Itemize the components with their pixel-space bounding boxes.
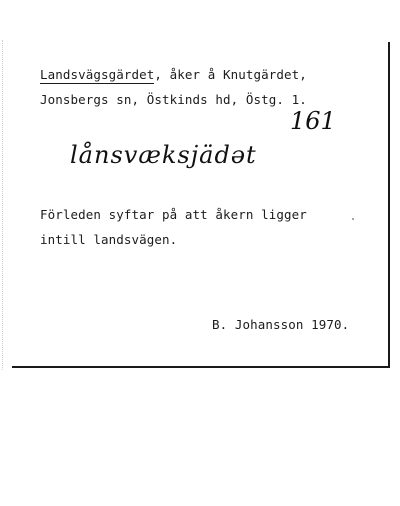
entry-line-1-rest: , åker å Knutgärdet, — [154, 67, 307, 82]
note-line-2: intill landsvägen. — [40, 232, 178, 247]
left-edge-specks — [2, 40, 11, 370]
headword: Landsvägsgärdet — [40, 67, 155, 82]
stray-mark — [352, 218, 354, 220]
signature-line: B. Johansson 1970. — [212, 317, 350, 332]
entry-line-2: Jonsbergs sn, Östkinds hd, Östg. 1. — [40, 92, 307, 107]
card-bottom-border — [12, 366, 390, 368]
entry-line-1 — [40, 67, 307, 82]
handwritten-number: 161 — [290, 107, 336, 135]
card-right-border — [388, 42, 390, 368]
handwritten-phonetic-form: lånsvæksjädət — [70, 141, 257, 169]
note-line-1: Förleden syftar på att åkern ligger — [40, 207, 307, 222]
